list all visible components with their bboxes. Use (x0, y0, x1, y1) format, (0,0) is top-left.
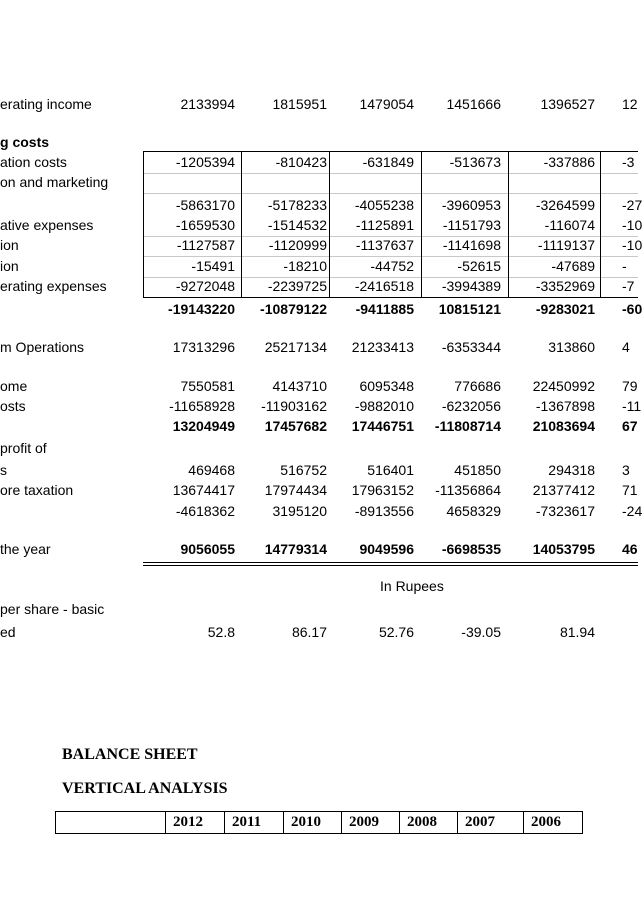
row-value: -1127587 (176, 237, 235, 253)
row-value: -47689 (551, 258, 595, 274)
year-header-2010: 2010 (284, 812, 342, 833)
column-divider (421, 151, 422, 297)
row-value: -7 (622, 278, 635, 294)
balance-sheet-heading: BALANCE SHEET (62, 746, 198, 763)
row-value: -5178233 (267, 197, 327, 213)
row-value: -9882010 (354, 398, 414, 414)
table-row (0, 440, 638, 460)
row-value: -1137637 (355, 237, 414, 253)
row-value: 469468 (188, 462, 235, 478)
row-value: 7550581 (180, 378, 235, 394)
column-divider (600, 151, 601, 297)
row-value: -1141698 (442, 237, 501, 253)
row-value: -52615 (457, 258, 501, 274)
row-value: -810423 (275, 154, 327, 170)
row-value: 1451666 (446, 96, 501, 112)
table-row (0, 541, 638, 561)
row-value: 17963152 (351, 482, 414, 498)
row-value: -3994389 (441, 278, 501, 294)
row-value: 3195120 (272, 503, 327, 519)
row-value: 516401 (367, 462, 414, 478)
row-value: 4658329 (446, 503, 501, 519)
column-divider (241, 151, 242, 297)
row-label: ion (0, 258, 19, 274)
row-label: per share - basic (0, 601, 105, 617)
row-value: 4 (622, 339, 630, 355)
row-value: -3352969 (535, 278, 595, 294)
table-rule (143, 297, 638, 298)
table-row (0, 174, 638, 194)
row-value: 2133994 (180, 96, 235, 112)
row-label: g costs (0, 134, 50, 150)
table-row (0, 237, 642, 257)
row-label: erating expenses (0, 278, 107, 294)
row-value: 13204949 (172, 418, 235, 434)
table-row (0, 503, 642, 523)
row-label: the year (0, 541, 51, 557)
table-row (0, 462, 638, 482)
row-value: -5863170 (175, 197, 235, 213)
row-value: -6353344 (441, 339, 501, 355)
row-value: 6095348 (359, 378, 414, 394)
table-row (0, 601, 638, 621)
row-value: 17446751 (351, 418, 414, 434)
row-value: -2416518 (354, 278, 414, 294)
row-value: -10 (622, 217, 642, 233)
row-value: -3960953 (441, 197, 501, 213)
row-value: 1815951 (272, 96, 327, 112)
row-value: 294318 (548, 462, 595, 478)
row-value: -3264599 (535, 197, 595, 213)
row-value: 17974434 (264, 482, 327, 498)
row-value: -11 (622, 398, 642, 414)
row-value: -2239725 (267, 278, 327, 294)
row-label: osts (0, 398, 26, 414)
row-value: 22450992 (532, 378, 595, 394)
row-value: 81.94 (559, 624, 595, 640)
table-row (0, 339, 638, 359)
row-value: -1367898 (535, 398, 595, 414)
row-value: -7323617 (535, 503, 595, 519)
table-row (0, 278, 638, 298)
row-value: 17313296 (172, 339, 235, 355)
row-value: -6232056 (441, 398, 501, 414)
row-value: -11903162 (261, 398, 327, 414)
year-header-2006: 2006 (531, 814, 561, 830)
row-value: 13674417 (172, 482, 235, 498)
table-row (0, 418, 638, 438)
row-value: -1514532 (267, 217, 327, 233)
year-header-2008: 2008 (400, 812, 458, 833)
row-value: 12 (622, 96, 638, 112)
table-row (0, 96, 638, 116)
row-value: 1479054 (359, 96, 414, 112)
row-label: m Operations (0, 339, 85, 355)
vertical-analysis-heading: VERTICAL ANALYSIS (62, 780, 228, 797)
row-value: 776686 (454, 378, 501, 394)
row-value: 52.76 (378, 624, 414, 640)
row-value: -27 (622, 197, 642, 213)
table-border-left (143, 151, 144, 297)
row-label: on and marketing (0, 174, 109, 190)
row-value: -1119137 (537, 237, 595, 253)
table-row (0, 217, 642, 237)
row-value: -11808714 (434, 418, 501, 434)
years-header-table (55, 811, 583, 834)
row-value: -24 (622, 503, 642, 519)
row-value: -39.05 (461, 624, 501, 640)
row-value: 1396527 (540, 96, 595, 112)
row-value: -513673 (449, 154, 501, 170)
row-value: 67 (622, 418, 638, 434)
year-header-2007: 2007 (458, 812, 524, 833)
year-header-2009: 2009 (342, 812, 400, 833)
year-header-2012: 2012 (166, 812, 225, 833)
row-value: 10815121 (438, 301, 501, 317)
row-value: -11356864 (435, 482, 501, 498)
column-divider (329, 151, 330, 297)
row-value: -60 (622, 301, 642, 317)
row-label: profit of (0, 440, 47, 456)
row-value: -10 (622, 237, 642, 253)
row-value: 4143710 (272, 378, 327, 394)
row-label: s (0, 462, 7, 478)
row-value: 21083694 (532, 418, 595, 434)
row-value: 86.17 (291, 624, 327, 640)
table-row (0, 154, 638, 174)
row-label: ed (0, 624, 16, 640)
row-value: -4618362 (175, 503, 235, 519)
row-value: 451850 (454, 462, 501, 478)
table-rule (143, 562, 638, 563)
row-value: -3 (622, 154, 635, 170)
row-value: 79 (622, 378, 638, 394)
currency-note: In Rupees (380, 578, 444, 594)
row-value: -18210 (283, 258, 327, 274)
row-label: erating income (0, 96, 92, 112)
row-value: -1659530 (175, 217, 235, 233)
row-value: -1120999 (268, 237, 327, 253)
table-row (0, 482, 638, 502)
column-divider (508, 151, 509, 297)
row-label: ore taxation (0, 482, 74, 498)
row-value: -44752 (370, 258, 414, 274)
row-value: -1125891 (355, 217, 414, 233)
row-rule (143, 256, 638, 257)
row-value: -9283021 (535, 301, 595, 317)
row-label: ion (0, 237, 19, 253)
row-value: 516752 (280, 462, 327, 478)
table-rule (143, 151, 638, 152)
row-value: 9056055 (180, 541, 235, 557)
row-value: 21377412 (532, 482, 595, 498)
row-value: 71 (622, 482, 638, 498)
table-row (0, 398, 642, 418)
table-row (0, 301, 642, 321)
row-label: ation costs (0, 154, 67, 170)
row-value: 17457682 (264, 418, 327, 434)
row-rule (143, 193, 638, 194)
row-value: 46 (622, 541, 638, 557)
table-rule (143, 565, 638, 566)
row-value: -9272048 (175, 278, 235, 294)
row-value: 21233413 (351, 339, 414, 355)
row-value: -6698535 (441, 541, 501, 557)
row-value: -19143220 (168, 301, 235, 317)
row-value: 25217134 (264, 339, 327, 355)
row-value: - (622, 258, 627, 274)
row-value: -1151793 (442, 217, 501, 233)
row-label: ative expenses (0, 217, 94, 233)
row-value: 9049596 (359, 541, 414, 557)
table-row (0, 197, 642, 217)
row-value: 14779314 (264, 541, 327, 557)
row-value: -15491 (191, 258, 235, 274)
row-value: -116074 (544, 217, 595, 233)
table-row (0, 624, 638, 644)
row-value: -4055238 (354, 197, 414, 213)
row-value: 52.8 (207, 624, 235, 640)
row-value: 3 (622, 462, 630, 478)
row-value: -11658928 (169, 398, 235, 414)
row-value: 14053795 (532, 541, 595, 557)
row-value: -9411885 (355, 301, 414, 317)
row-value: 313860 (548, 339, 595, 355)
row-label: ome (0, 378, 28, 394)
row-value: -10879122 (260, 301, 327, 317)
table-row (0, 378, 638, 398)
table-row (0, 258, 638, 278)
row-value: -1205394 (175, 154, 235, 170)
row-value: -8913556 (354, 503, 414, 519)
row-value: -631849 (362, 154, 414, 170)
label-column-header (56, 812, 166, 833)
year-header-2011: 2011 (225, 812, 284, 833)
row-value: -337886 (543, 154, 595, 170)
